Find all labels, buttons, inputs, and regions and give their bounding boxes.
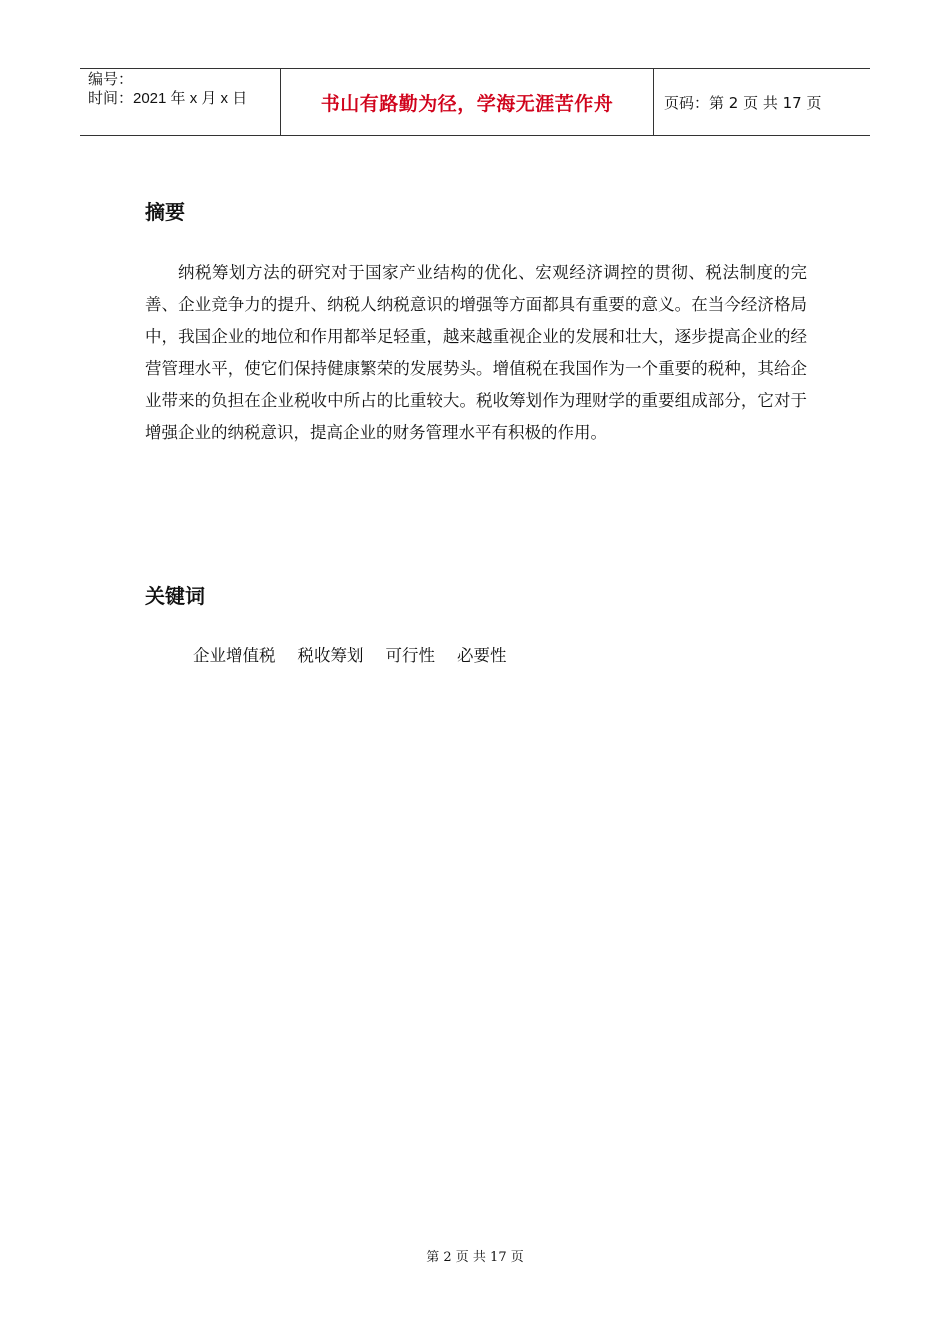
document-date: 时间：2021 年 x 月 x 日 [88,90,248,107]
keyword-item: 税收筹划 [297,646,364,665]
abstract-paragraph: 纳税筹划方法的研究对于国家产业结构的优化、宏观经济调控的贯彻、税法制度的完善、企业竞争力的提升、纳税人纳税意识的增强等方面都具有重要的意义。在当今经济格局中，我国企业的地位和作用都举足轻重，越来越重视企业的发展和壮大，逐步提高企业的经营管理水平，使它们保持健康繁荣的发展势头。增值税在我国作为一个重要的税种，其给企业带来的负担在企业税收中所占的比重较大。税收筹划作为理财学的重要组成部分，它对于增强企业的纳税意识，提高企业的财务管理水平有积极的作用。 [145,263,807,442]
keyword-item: 企业增值税 [193,646,276,665]
abstract-heading: 摘要 [145,200,185,224]
keyword-item: 可行性 [385,646,435,665]
page-header [80,68,870,136]
header-meta [80,69,281,135]
header-motto: 书山有路勤为径，学海无涯苦作舟 [281,69,654,135]
keywords-list [193,642,507,666]
keyword-item: 必要性 [457,646,507,665]
document-number-label: 编号： [88,71,134,88]
page-footer: 第 2 页 共 17 页 [426,1250,524,1265]
header-page-info: 页码：第 2 页 共 17 页 [664,93,822,112]
keywords-heading: 关键词 [145,584,205,608]
